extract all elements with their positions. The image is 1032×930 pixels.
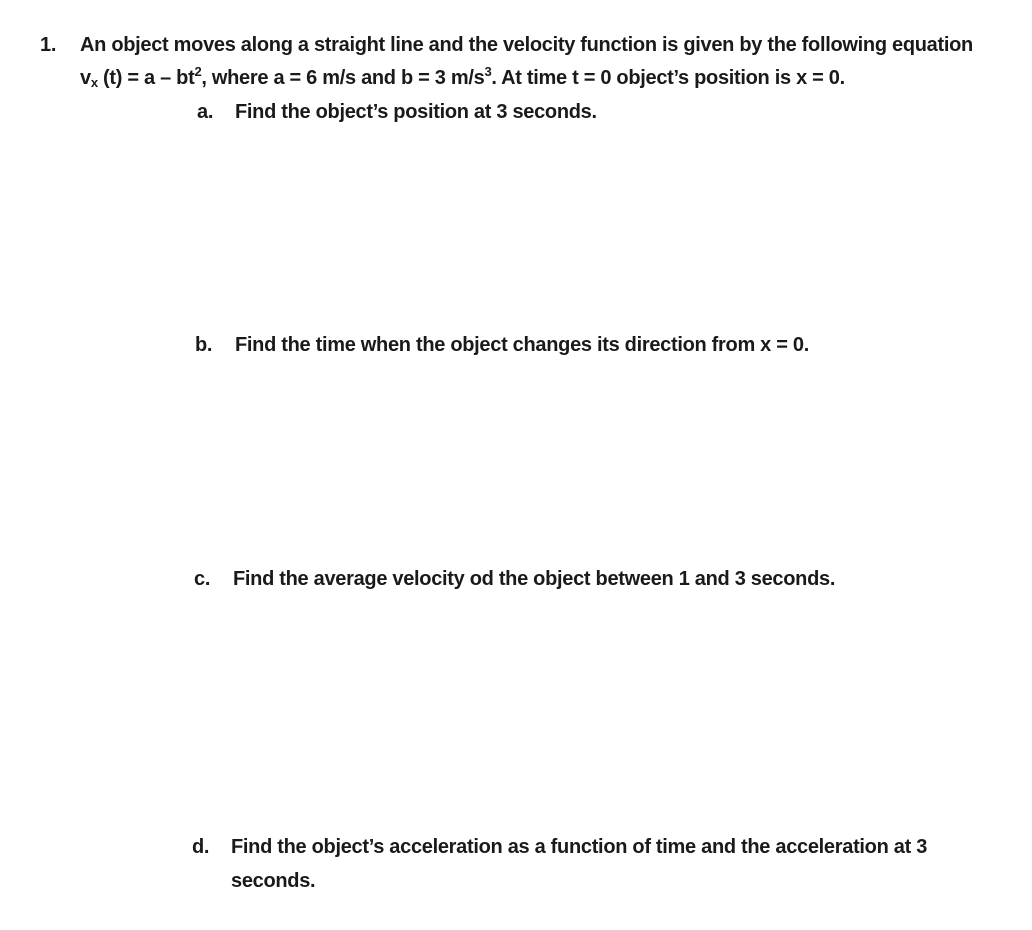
- part-d-continuation: seconds.: [231, 870, 316, 892]
- exponent-cubed: 3: [484, 64, 492, 79]
- equation-text: (t) = a – bt: [97, 67, 195, 89]
- constants-text: , where a = 6 m/s and b = 3 m/s: [201, 67, 485, 89]
- question-statement-line1: An object moves along a straight line and the velocity function is given by the following equation: [80, 34, 973, 56]
- velocity-subscript: x: [90, 75, 98, 90]
- velocity-symbol: v: [80, 67, 91, 89]
- question-statement-line2: [80, 64, 845, 90]
- part-b: [195, 334, 809, 357]
- part-b-letter: b.: [195, 334, 213, 356]
- part-a-text: Find the object’s position at 3 seconds.: [235, 101, 597, 123]
- part-a: [197, 101, 597, 124]
- part-c: [194, 568, 835, 591]
- part-c-letter: c.: [194, 568, 211, 590]
- part-d: [192, 836, 927, 859]
- part-d-text: Find the object’s acceleration as a function of time and the acceleration at 3: [231, 836, 928, 858]
- part-a-letter: a.: [197, 101, 214, 123]
- part-d-letter: d.: [192, 836, 210, 858]
- initial-condition-text: . At time t = 0 object’s position is x = 0.: [491, 67, 845, 89]
- question-number: 1.: [40, 34, 57, 56]
- part-b-text: Find the time when the object changes its direction from x = 0.: [235, 334, 809, 356]
- part-c-text: Find the average velocity od the object between 1 and 3 seconds.: [233, 568, 836, 590]
- exponent-squared: 2: [194, 64, 202, 79]
